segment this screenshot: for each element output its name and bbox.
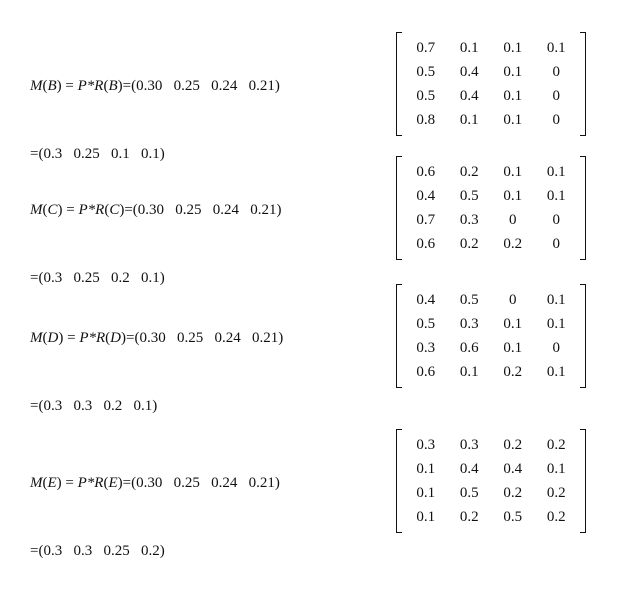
equals: =: [122, 475, 132, 491]
paren: ): [120, 330, 126, 346]
weight-vector: (0.30 0.25 0.24 0.21): [132, 202, 282, 218]
matrix-cell: 0.5: [459, 291, 479, 308]
paren: (: [103, 475, 109, 491]
right-bracket: [580, 284, 586, 388]
matrix-cell: 0.1: [546, 363, 566, 380]
matrix-cell: 0.7: [416, 39, 436, 56]
matrix-cell: 0.1: [503, 63, 523, 80]
matrix-cell: 0.2: [459, 163, 479, 180]
matrix-cell: 0.1: [546, 460, 566, 477]
result-vector: =(0.3 0.3 0.2 0.1): [30, 398, 158, 414]
matrix-cell: 0.1: [503, 39, 523, 56]
matrix-cell: 0.2: [459, 235, 479, 252]
matrix-cell: 0.1: [503, 187, 523, 204]
equation-lhs: [30, 202, 282, 219]
matrix-cell: 0.1: [503, 339, 523, 356]
matrix-cell: 0.2: [503, 363, 523, 380]
result-vector: =(0.3 0.25 0.2 0.1): [30, 270, 165, 286]
left-bracket: [396, 429, 402, 533]
left-bracket: [396, 156, 402, 260]
equation-lhs: [30, 78, 280, 95]
paren: ): [57, 202, 63, 218]
matrix-cell: 0: [552, 339, 560, 356]
paren: (: [103, 78, 109, 94]
matrix-cell: 0.2: [546, 508, 566, 525]
evaluation-matrix: [396, 156, 586, 260]
matrix-cell: 0.1: [416, 508, 436, 525]
pr-arg: C: [109, 202, 120, 218]
left-bracket: [396, 32, 402, 136]
paren: (: [105, 330, 111, 346]
matrix-cell: 0: [552, 63, 560, 80]
matrix-cell: 0.1: [416, 484, 436, 501]
matrix-cell: 0.1: [416, 460, 436, 477]
equals: =: [63, 330, 80, 346]
paren: (: [42, 202, 48, 218]
matrix-cell: 0.4: [503, 460, 523, 477]
equals: =: [61, 78, 78, 94]
matrix-cell: 0.6: [459, 339, 479, 356]
matrix-cell: 0.1: [503, 315, 523, 332]
right-bracket: [580, 429, 586, 533]
matrix-cell: 0.4: [459, 87, 479, 104]
equals: =: [124, 202, 133, 218]
matrix-cell: 0.1: [503, 163, 523, 180]
m-arg: D: [47, 330, 59, 346]
equation-lhs: [30, 330, 283, 347]
matrix-cell: 0.1: [546, 39, 566, 56]
m-name: M: [30, 475, 43, 491]
pr-expr: P*R: [77, 78, 104, 94]
result-vector: =(0.3 0.25 0.1 0.1): [30, 146, 165, 162]
matrix-grid: [404, 433, 578, 529]
matrix-cell: 0.6: [416, 163, 436, 180]
weight-vector: (0.30 0.25 0.24 0.21): [131, 78, 280, 94]
equals: =: [62, 202, 79, 218]
matrix-cell: 0.5: [459, 187, 479, 204]
m-arg: B: [47, 78, 57, 94]
paren: ): [117, 475, 123, 491]
matrix-grid: [404, 36, 578, 132]
matrix-cell: 0.5: [416, 315, 436, 332]
matrix-cell: 0: [552, 211, 560, 228]
matrix-cell: 0.1: [546, 315, 566, 332]
pr-expr: P*R: [77, 475, 104, 491]
equals: =: [61, 475, 78, 491]
paren: ): [117, 78, 123, 94]
m-arg: C: [47, 202, 58, 218]
matrix-cell: 0.4: [416, 187, 436, 204]
matrix-cell: 0.2: [546, 436, 566, 453]
matrix-cell: 0.1: [459, 111, 479, 128]
equation-lhs: [30, 475, 280, 492]
matrix-cell: 0.5: [503, 508, 523, 525]
matrix-cell: 0.2: [503, 436, 523, 453]
m-name: M: [30, 330, 43, 346]
evaluation-matrix: [396, 429, 586, 533]
matrix-cell: 0.6: [416, 363, 436, 380]
matrix-cell: 0.3: [416, 339, 436, 356]
matrix-cell: 0.1: [546, 187, 566, 204]
matrix-cell: 0.2: [546, 484, 566, 501]
matrix-cell: 0.8: [416, 111, 436, 128]
weight-vector: (0.30 0.25 0.24 0.21): [134, 330, 284, 346]
pr-expr: P*R: [79, 330, 106, 346]
matrix-cell: 0.5: [416, 63, 436, 80]
paren: (: [42, 78, 48, 94]
matrix-cell: 0.6: [416, 235, 436, 252]
matrix-cell: 0: [552, 235, 560, 252]
matrix-cell: 0.3: [459, 211, 479, 228]
result-vector: =(0.3 0.3 0.25 0.2): [30, 543, 165, 559]
pr-expr: P*R: [78, 202, 105, 218]
right-bracket: [580, 156, 586, 260]
weight-vector: (0.30 0.25 0.24 0.21): [131, 475, 280, 491]
matrix-cell: 0.1: [459, 363, 479, 380]
m-arg: E: [47, 475, 57, 491]
matrix-cell: 0.2: [503, 235, 523, 252]
right-bracket: [580, 32, 586, 136]
equals: =: [122, 78, 132, 94]
equals: =: [125, 330, 135, 346]
evaluation-matrix: [396, 284, 586, 388]
matrix-cell: 0.1: [503, 111, 523, 128]
paren: (: [42, 330, 48, 346]
pr-arg: B: [108, 78, 118, 94]
matrix-cell: 0.3: [459, 315, 479, 332]
matrix-cell: 0.5: [459, 484, 479, 501]
paren: ): [56, 78, 62, 94]
paren: (: [104, 202, 110, 218]
evaluation-matrix: [396, 32, 586, 136]
matrix-cell: 0.3: [416, 436, 436, 453]
matrix-cell: 0.3: [459, 436, 479, 453]
matrix-grid: [404, 288, 578, 384]
matrix-cell: 0.4: [416, 291, 436, 308]
matrix-cell: 0.7: [416, 211, 436, 228]
matrix-cell: 0.4: [459, 63, 479, 80]
matrix-cell: 0.1: [503, 87, 523, 104]
matrix-cell: 0.5: [416, 87, 436, 104]
m-name: M: [30, 202, 43, 218]
matrix-cell: 0.1: [546, 163, 566, 180]
matrix-cell: 0: [552, 111, 560, 128]
matrix-cell: 0.1: [546, 291, 566, 308]
matrix-cell: 0.1: [459, 39, 479, 56]
paren: (: [42, 475, 48, 491]
matrix-cell: 0: [509, 211, 517, 228]
matrix-cell: 0: [552, 87, 560, 104]
paren: ): [56, 475, 62, 491]
pr-arg: D: [110, 330, 121, 346]
matrix-cell: 0.2: [459, 508, 479, 525]
matrix-cell: 0: [509, 291, 517, 308]
matrix-grid: [404, 160, 578, 256]
left-bracket: [396, 284, 402, 388]
paren: ): [119, 202, 125, 218]
matrix-cell: 0.2: [503, 484, 523, 501]
matrix-cell: 0.4: [459, 460, 479, 477]
paren: ): [58, 330, 64, 346]
m-name: M: [30, 78, 43, 94]
pr-arg: E: [108, 475, 118, 491]
